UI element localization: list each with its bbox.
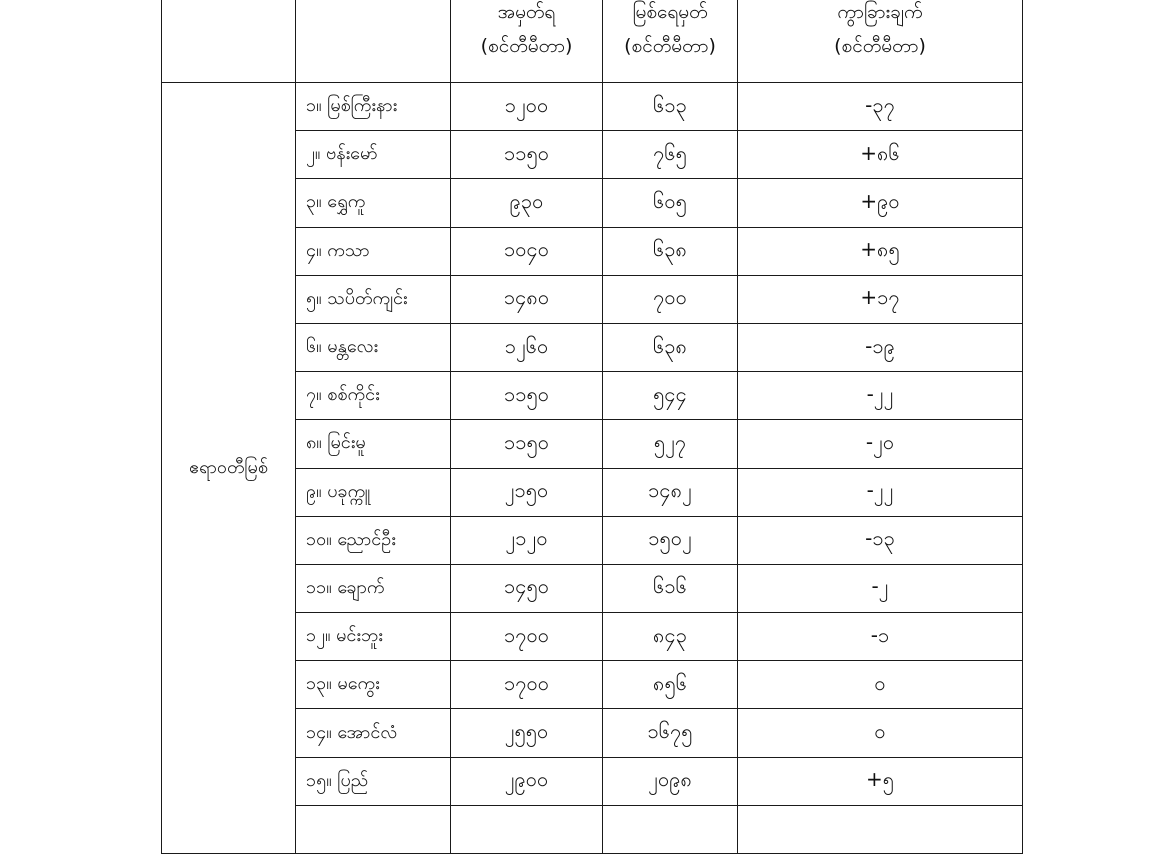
station-name-cell: ၂။ ဗန်းမော်	[296, 131, 451, 179]
water-level-cell: ၅၄၄	[603, 372, 738, 420]
header-water-level	[603, 0, 738, 83]
warning-level-cell	[451, 805, 603, 853]
header-region	[162, 0, 296, 83]
difference-cell: +၅	[738, 757, 1023, 805]
header-row	[162, 0, 1023, 83]
station-name-cell	[296, 805, 451, 853]
difference-cell: -၂၀	[738, 420, 1023, 468]
station-name-cell: ၁၀။ ညောင်ဦး	[296, 516, 451, 564]
water-level-cell	[603, 805, 738, 853]
water-level-cell: ၈၄၃	[603, 613, 738, 661]
difference-cell: ၀	[738, 709, 1023, 757]
station-name-cell: ၉။ ပခုက္ကူ	[296, 468, 451, 516]
station-name-cell: ၁၃။ မကွေး	[296, 661, 451, 709]
water-level-cell: ၇၀၀	[603, 275, 738, 323]
header-water-level-unit: (စင်တီမီတာ)	[624, 34, 716, 57]
warning-level-cell: ၁၄၅၀	[451, 564, 603, 612]
table-row	[162, 83, 1023, 131]
water-level-cell: ၇၆၅	[603, 131, 738, 179]
region-cell: ဧရာဝတီမြစ်	[162, 83, 296, 854]
difference-cell: -၂၂	[738, 372, 1023, 420]
difference-cell: -၁	[738, 613, 1023, 661]
water-level-cell: ၆၁၃	[603, 83, 738, 131]
difference-cell: -၂	[738, 564, 1023, 612]
difference-cell: +၈၆	[738, 131, 1023, 179]
difference-cell: ၀	[738, 661, 1023, 709]
warning-level-cell: ၂၁၂၀	[451, 516, 603, 564]
water-level-cell: ၆၀၅	[603, 179, 738, 227]
water-level-cell: ၅၂၇	[603, 420, 738, 468]
station-name-cell: ၅။ သပိတ်ကျင်း	[296, 275, 451, 323]
station-name-cell: ၈။ မြင်းမူ	[296, 420, 451, 468]
warning-level-cell: ၁၇၀၀	[451, 613, 603, 661]
header-warning-level-unit: (စင်တီမီတာ)	[480, 34, 573, 57]
warning-level-cell: ၁၁၅၀	[451, 131, 603, 179]
water-level-cell: ၂၀၉၈	[603, 757, 738, 805]
header-station	[296, 0, 451, 83]
water-level-cell: ၆၃၈	[603, 227, 738, 275]
warning-level-cell: ၁၀၄၀	[451, 227, 603, 275]
warning-level-cell: ၂၁၅၀	[451, 468, 603, 516]
station-name-cell: ၁။ မြစ်ကြီးနား	[296, 83, 451, 131]
warning-level-cell: ၂၉၀၀	[451, 757, 603, 805]
header-warning-level-line1: အမှတ်ရ	[497, 0, 556, 23]
header-warning-level	[451, 0, 603, 83]
difference-cell: -၁၃	[738, 516, 1023, 564]
warning-level-cell: ၁၁၅၀	[451, 372, 603, 420]
station-name-cell: ၃။ ရွှေကူ	[296, 179, 451, 227]
river-level-table	[161, 0, 1023, 854]
water-level-cell: ၁၄၈၂	[603, 468, 738, 516]
difference-cell: +၈၅	[738, 227, 1023, 275]
warning-level-cell: ၉၃၀	[451, 179, 603, 227]
water-level-cell: ၈၅၆	[603, 661, 738, 709]
difference-cell: +၉၀	[738, 179, 1023, 227]
water-level-cell: ၆၁၆	[603, 564, 738, 612]
station-name-cell: ၆။ မန္တလေး	[296, 323, 451, 371]
station-name-cell: ၄။ ကသာ	[296, 227, 451, 275]
warning-level-cell: ၁၇၀၀	[451, 661, 603, 709]
station-name-cell: ၁၄။ အောင်လံ	[296, 709, 451, 757]
station-name-cell: ၁၁။ ချောက်	[296, 564, 451, 612]
difference-cell: -၃၇	[738, 83, 1023, 131]
station-name-cell: ၁၅။ ပြည်	[296, 757, 451, 805]
difference-cell	[738, 805, 1023, 853]
difference-cell: -၂၂	[738, 468, 1023, 516]
station-name-cell: ၁၂။ မင်းဘူး	[296, 613, 451, 661]
station-name-cell: ၇။ စစ်ကိုင်း	[296, 372, 451, 420]
warning-level-cell: ၁၂၆၀	[451, 323, 603, 371]
warning-level-cell: ၁၁၅၀	[451, 420, 603, 468]
header-difference	[738, 0, 1023, 83]
difference-cell: -၁၉	[738, 323, 1023, 371]
difference-cell: +၁၇	[738, 275, 1023, 323]
warning-level-cell: ၂၅၅၀	[451, 709, 603, 757]
warning-level-cell: ၁၂၀၀	[451, 83, 603, 131]
header-water-level-line1: မြစ်ရေမှတ်	[632, 0, 708, 23]
water-level-cell: ၆၃၈	[603, 323, 738, 371]
header-difference-line1: ကွာခြားချက်	[837, 0, 923, 23]
water-level-cell: ၁၅၀၂	[603, 516, 738, 564]
warning-level-cell: ၁၄၈၀	[451, 275, 603, 323]
header-difference-unit: (စင်တီမီတာ)	[834, 34, 926, 57]
water-level-cell: ၁၆၇၅	[603, 709, 738, 757]
